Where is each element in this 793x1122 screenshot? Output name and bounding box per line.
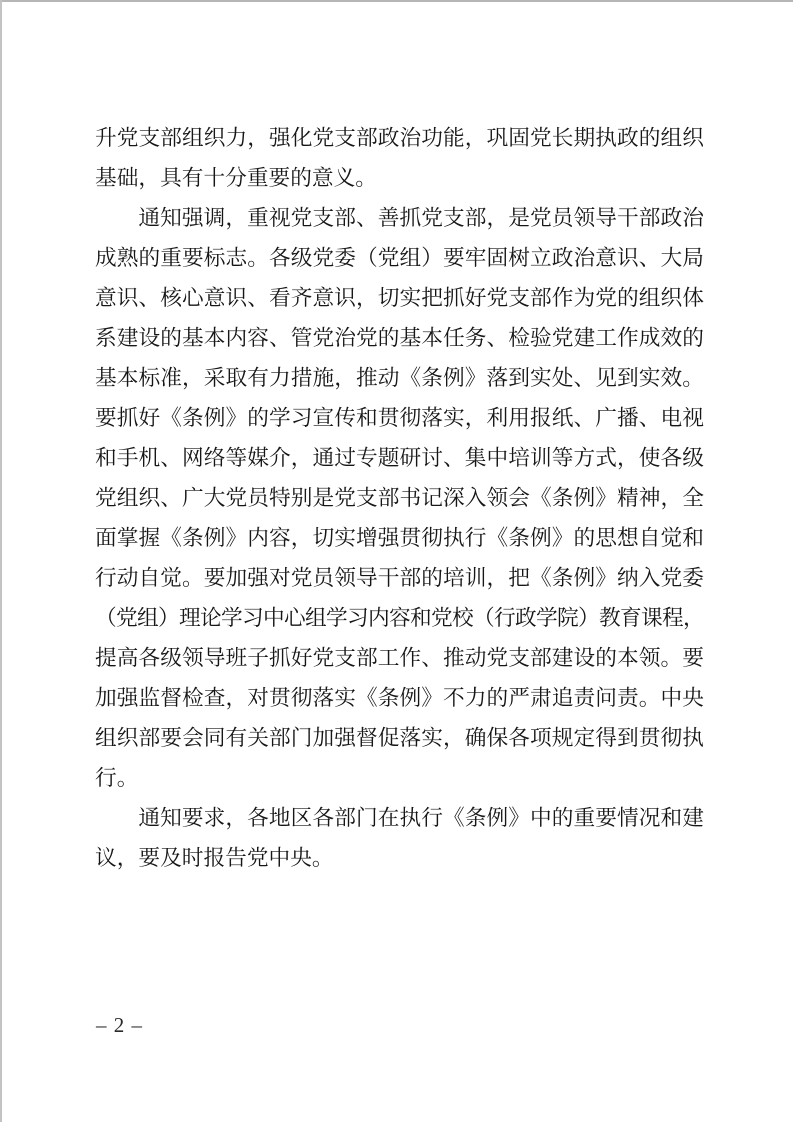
page-number: – 2 – bbox=[96, 1013, 143, 1037]
text-line: 成熟的重要标志。各级党委（党组）要牢固树立政治意识、大局 bbox=[95, 246, 704, 270]
scan-edge-top bbox=[0, 0, 793, 2]
text-line: 加强监督检查，对贯彻落实《条例》不力的严肃追责问责。中央 bbox=[95, 686, 704, 710]
text-line: 行动自觉。要加强对党员领导干部的培训，把《条例》纳入党委 bbox=[95, 566, 704, 590]
text-line paragraph-start: 通知要求，各地区各部门在执行《条例》中的重要情况和建 bbox=[138, 806, 704, 830]
text-line: 和手机、网络等媒介，通过专题研讨、集中培训等方式，使各级 bbox=[95, 446, 704, 470]
text-line: 意识、核心意识、看齐意识，切实把抓好党支部作为党的组织体 bbox=[95, 286, 704, 310]
text-line: 升党支部组织力，强化党支部政治功能，巩固党长期执政的组织 bbox=[95, 126, 704, 150]
document-body-text bbox=[95, 118, 704, 878]
text-line: 议，要及时报告党中央。 bbox=[95, 846, 334, 870]
text-line: 组织部要会同有关部门加强督促落实，确保各项规定得到贯彻执 bbox=[95, 726, 704, 750]
text-line: 提高各级领导班子抓好党支部工作、推动党支部建设的本领。要 bbox=[95, 646, 704, 670]
text-line: 党组织、广大党员特别是党支部书记深入领会《条例》精神，全 bbox=[95, 486, 704, 510]
text-line: 行。 bbox=[95, 766, 139, 790]
text-line: 基础，具有十分重要的意义。 bbox=[95, 166, 377, 190]
text-line: （党组）理论学习中心组学习内容和党校（行政学院）教育课程， bbox=[95, 606, 704, 630]
text-line: 要抓好《条例》的学习宣传和贯彻落实，利用报纸、广播、电视 bbox=[95, 406, 704, 430]
text-line: 系建设的基本内容、管党治党的基本任务、检验党建工作成效的 bbox=[95, 326, 704, 350]
text-line: 面掌握《条例》内容，切实增强贯彻执行《条例》的思想自觉和 bbox=[95, 526, 704, 550]
text-line: 基本标准，采取有力措施，推动《条例》落到实处、见到实效。 bbox=[95, 366, 704, 390]
text-line paragraph-start: 通知强调，重视党支部、善抓党支部，是党员领导干部政治 bbox=[138, 206, 704, 230]
scan-edge-left bbox=[0, 0, 2, 1122]
